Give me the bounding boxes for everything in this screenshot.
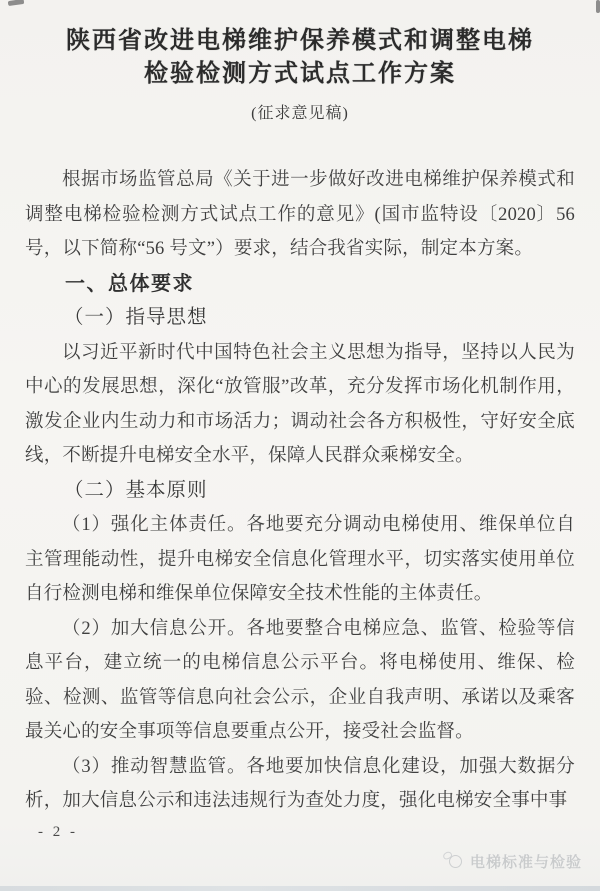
section-heading: （二）基本原则 [64, 479, 208, 501]
watermark-label: 电梯标准与检验 [469, 854, 582, 871]
paragraph: （2）加大信息公开。各地要整合电梯应急、监管、检验等信息平台，建立统一的电梯信息公示平台。将电梯使用、维保、检验、检测、监管等信息向社会公示，企业自我声明、承诺以及乘客最关心的安全事项等信息要重点公开，接受社会监督。 [25, 618, 575, 742]
page-number: - 2 - [38, 824, 78, 840]
title-line-1: 陕西省改进电梯维护保养模式和调整电梯 [66, 27, 534, 54]
paragraph: （1）强化主体责任。各地要充分调动电梯使用、维保单位自主管理能动性，提升电梯安全信息化管理水平，切实落实使用单位自行检测电梯和维保单位保障安全技术性能的主体责任。 [25, 515, 575, 604]
section-heading: 一、总体要求 [65, 272, 194, 295]
paragraph: （3）推动智慧监管。各地要加快信息化建设，加强大数据分析，加大信息公示和违法违规行为查处力度，强化电梯安全事中事 [25, 756, 575, 811]
scan-artifact-top-right [596, 0, 600, 13]
document-title [0, 0, 600, 123]
paragraph: 以习近平新时代中国特色社会主义思想为指导，坚持以人民为中心的发展思想，深化“放管服”改革，充分发挥市场化机制作用，激发企业内生动力和市场活力；调动社会各方积极性，守好安全底线，不断提升电梯安全水平，保障人民群众乘梯安全。 [25, 342, 575, 466]
document-body [25, 163, 575, 819]
section-heading: （一）指导思想 [64, 307, 208, 328]
title-line-2: 检验检测方式试点工作方案 [144, 60, 456, 87]
document-subtitle: (征求意见稿) [251, 105, 349, 122]
paragraph: 根据市场监管总局《关于进一步做好改进电梯维护保养模式和调整电梯检验检测方式试点工作的意见》(国市监特设〔2020〕56 号，以下简称“56 号文”）要求，结合我省实际，制定本方案。 [25, 170, 575, 259]
publisher-watermark [443, 851, 582, 872]
scan-edge-band [0, 886, 600, 891]
watermark-logo-icon [443, 852, 465, 872]
